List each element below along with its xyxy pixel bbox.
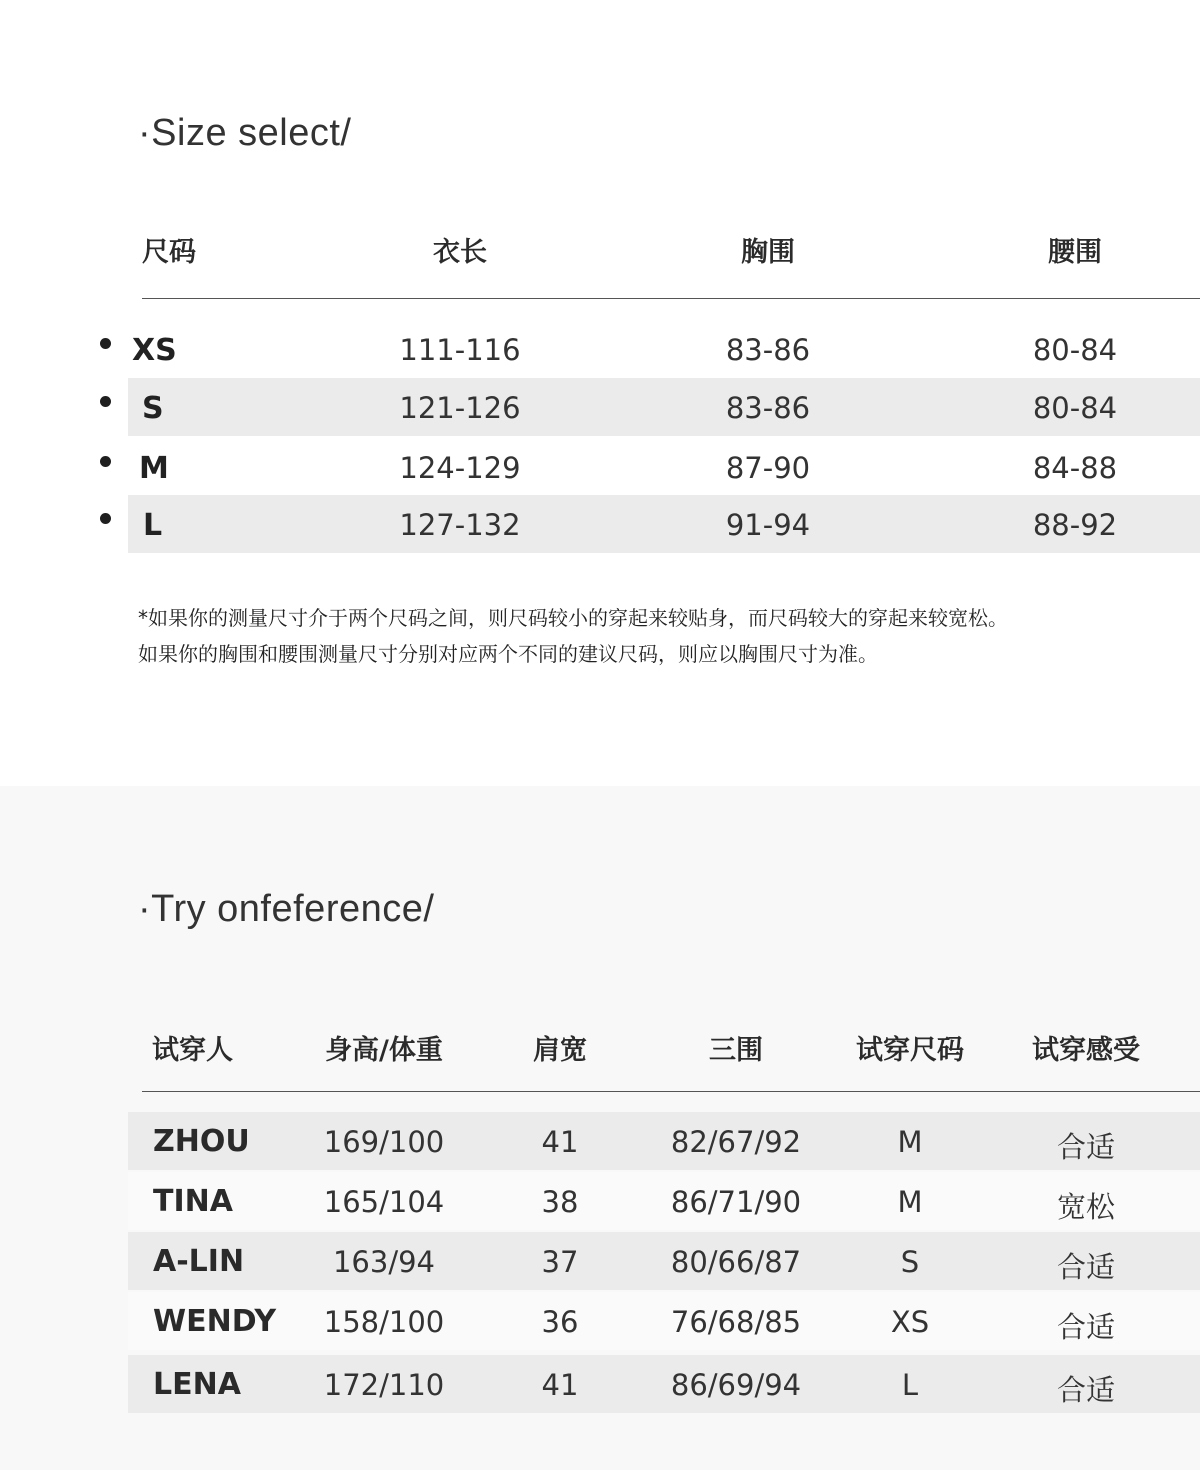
size-row-xs [0, 320, 1200, 378]
tester-name: LENA [153, 1367, 241, 1402]
tester-name: TINA [153, 1184, 233, 1219]
try-on-table-header [0, 1024, 1200, 1070]
try-on-row-tina [0, 1172, 1200, 1230]
try-size-value: M [897, 1125, 923, 1159]
waist-value: 80-84 [1032, 333, 1118, 367]
try-on-row-wendy [0, 1292, 1200, 1350]
shoulder-value: 38 [541, 1185, 579, 1219]
measurements-value: 76/68/85 [670, 1305, 802, 1339]
header-chest: 胸围 [741, 237, 795, 268]
chest-value: 87-90 [725, 451, 811, 485]
size-label: XS [132, 333, 177, 368]
size-table-divider [142, 298, 1200, 299]
height-weight-value: 172/110 [323, 1368, 445, 1402]
shoulder-value: 41 [541, 1368, 579, 1402]
measurements-value: 82/67/92 [670, 1125, 802, 1159]
header-waist: 腰围 [1048, 237, 1102, 268]
shoulder-value: 37 [541, 1245, 579, 1279]
measurements-value: 80/66/87 [670, 1245, 802, 1279]
size-note-line-2: 如果你的胸围和腰围测量尺寸分别对应两个不同的建议尺码，则应以胸围尺寸为准。 [138, 642, 878, 666]
size-select-heading: ·Size select/ [138, 112, 352, 154]
try-on-row-a-lin [0, 1232, 1200, 1290]
tester-name: A-LIN [153, 1244, 245, 1279]
size-label: L [143, 508, 163, 543]
header-tester: 试穿人 [152, 1035, 233, 1066]
chest-value: 83-86 [725, 333, 811, 367]
try-on-heading: ·Try onfeference/ [138, 888, 435, 930]
length-value: 124-129 [399, 451, 521, 485]
fit-feel-value: 宽松 [1056, 1190, 1115, 1224]
size-label: S [142, 391, 164, 426]
height-weight-value: 165/104 [323, 1185, 445, 1219]
chest-value: 91-94 [725, 508, 811, 542]
length-value: 111-116 [399, 333, 521, 367]
chest-value: 83-86 [725, 391, 811, 425]
fit-feel-value: 合适 [1056, 1250, 1115, 1284]
tester-name: WENDY [153, 1304, 277, 1339]
bullet-icon [100, 396, 111, 407]
try-on-table-divider [142, 1091, 1200, 1092]
length-value: 121-126 [399, 391, 521, 425]
height-weight-value: 163/94 [332, 1245, 436, 1279]
header-measurements: 三围 [709, 1035, 763, 1066]
tester-name: ZHOU [153, 1124, 250, 1159]
header-size: 尺码 [142, 237, 196, 268]
height-weight-value: 169/100 [323, 1125, 445, 1159]
try-on-row-zhou [0, 1112, 1200, 1170]
try-size-value: S [900, 1245, 920, 1279]
waist-value: 88-92 [1032, 508, 1118, 542]
header-length: 衣长 [433, 237, 487, 268]
measurements-value: 86/69/94 [670, 1368, 802, 1402]
waist-value: 84-88 [1032, 451, 1118, 485]
shoulder-value: 41 [541, 1125, 579, 1159]
header-height-weight: 身高/体重 [325, 1035, 443, 1066]
size-label: M [139, 451, 169, 486]
height-weight-value: 158/100 [323, 1305, 445, 1339]
bullet-icon [100, 456, 111, 467]
size-row-s [0, 378, 1200, 436]
size-row-l [0, 495, 1200, 553]
header-try-size: 试穿尺码 [856, 1035, 964, 1066]
waist-value: 80-84 [1032, 391, 1118, 425]
size-row-m [0, 438, 1200, 496]
size-note-line-1: *如果你的测量尺寸介于两个尺码之间，则尺码较小的穿起来较贴身，而尺码较大的穿起来较宽松。 [138, 606, 1008, 630]
header-shoulder: 肩宽 [533, 1035, 587, 1066]
size-table-header [0, 226, 1200, 272]
try-size-value: M [897, 1185, 923, 1219]
measurements-value: 86/71/90 [670, 1185, 802, 1219]
header-fit-feel: 试穿感受 [1032, 1035, 1140, 1066]
length-value: 127-132 [399, 508, 521, 542]
bullet-icon [100, 338, 111, 349]
fit-feel-value: 合适 [1056, 1373, 1115, 1407]
try-on-row-lena [0, 1355, 1200, 1413]
try-size-value: XS [890, 1305, 930, 1339]
shoulder-value: 36 [541, 1305, 579, 1339]
fit-feel-value: 合适 [1056, 1130, 1115, 1164]
try-size-value: L [901, 1368, 919, 1402]
bullet-icon [100, 513, 111, 524]
fit-feel-value: 合适 [1056, 1310, 1115, 1344]
